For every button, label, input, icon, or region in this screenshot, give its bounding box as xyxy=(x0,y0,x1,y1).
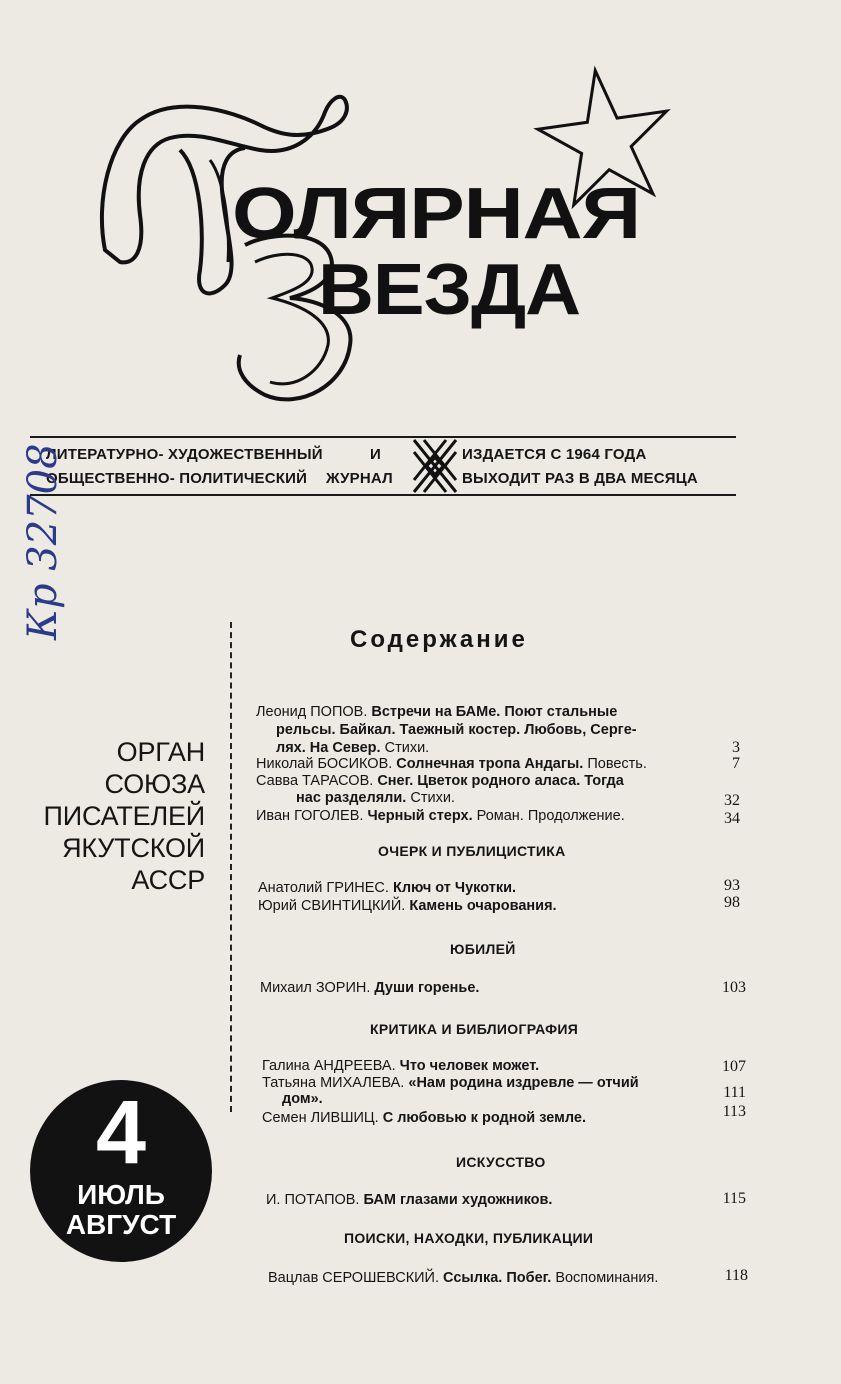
library-stamp: Кр 32708 xyxy=(20,443,66,640)
toc-title: «Нам родина издревле — отчий xyxy=(408,1075,639,1091)
toc-page: 103 xyxy=(722,979,746,996)
toc-title: Встречи на БАМе. Поют стальные xyxy=(371,704,618,720)
toc-author: Николай БОСИКОВ. xyxy=(256,756,393,772)
column-divider xyxy=(230,622,232,1112)
section-heading: ИСКУССТВО xyxy=(456,1154,546,1170)
toc-title: нас разделяли. xyxy=(296,790,407,806)
section-heading: ОЧЕРК И ПУБЛИЦИСТИКА xyxy=(378,843,566,859)
organ-line: СОЮЗА xyxy=(104,769,205,799)
toc-page: 107 xyxy=(722,1058,746,1075)
toc-author: Леонид ПОПОВ. xyxy=(256,704,368,720)
toc-author: Савва ТАРАСОВ. xyxy=(256,773,374,789)
toc-entry xyxy=(258,880,516,897)
toc-entry xyxy=(266,1192,552,1209)
toc-genre: Повесть. xyxy=(587,756,647,772)
toc-entry xyxy=(260,980,479,997)
toc-page: 118 xyxy=(724,1267,748,1284)
toc-page: 113 xyxy=(722,1103,746,1120)
toc-page: 111 xyxy=(723,1084,746,1101)
toc-entry xyxy=(262,1110,586,1127)
toc-title-continued: рельсы. Байкал. Таежный костер. Любовь, Серге- xyxy=(276,722,637,738)
organ-line: ОРГАН xyxy=(116,737,205,767)
toc-title: Души горенье. xyxy=(374,980,480,996)
toc-page: 34 xyxy=(724,810,740,827)
toc-entry-line2 xyxy=(296,790,455,807)
toc-author: И. ПОТАПОВ. xyxy=(266,1192,360,1208)
band-left-line1: ЛИТЕРАТУРНО- ХУДОЖЕСТВЕННЫЙ xyxy=(46,446,323,463)
issue-month-2: АВГУСТ xyxy=(65,1209,177,1240)
toc-title-continued: дом». xyxy=(282,1091,323,1107)
toc-author: Семен ЛИВШИЦ. xyxy=(262,1110,379,1126)
band-top-rule xyxy=(30,436,736,438)
toc-entry xyxy=(256,808,625,825)
toc-page: 93 xyxy=(724,877,740,894)
issue-number: 4 xyxy=(95,1083,147,1183)
magazine-logo xyxy=(0,0,841,440)
band-right-line2: ВЫХОДИТ РАЗ В ДВА МЕСЯЦА xyxy=(462,470,698,487)
toc-entry xyxy=(268,1270,658,1287)
band-left-journal: ЖУРНАЛ xyxy=(326,470,393,487)
organ-line: АССР xyxy=(131,865,205,895)
toc-author: Татьяна МИХАЛЕВА. xyxy=(262,1075,405,1091)
toc-entry xyxy=(256,756,647,773)
toc-page: 7 xyxy=(732,755,740,772)
band-left-and: И xyxy=(370,446,381,463)
toc-entry xyxy=(256,704,617,721)
toc-author: Вацлав СЕРОШЕВСКИЙ. xyxy=(268,1270,440,1286)
toc-author: Иван ГОГОЛЕВ. xyxy=(256,808,364,824)
toc-entry xyxy=(258,898,557,915)
band-left-line2: ОБЩЕСТВЕННО- ПОЛИТИЧЕСКИЙ xyxy=(46,470,308,487)
toc-title: Что человек может. xyxy=(399,1058,540,1074)
band-right-line1: ИЗДАЕТСЯ С 1964 ГОДА xyxy=(462,446,647,463)
toc-author: Галина АНДРЕЕВА. xyxy=(262,1058,396,1074)
toc-title: БАМ глазами художников. xyxy=(363,1192,553,1208)
toc-title: Камень очарования. xyxy=(409,898,557,914)
issue-month-1: ИЮЛЬ xyxy=(77,1179,165,1210)
toc-title: Черный стерх. xyxy=(367,808,473,824)
organ-line: ЯКУТСКОЙ xyxy=(62,833,205,863)
toc-title: Снег. Цветок родного аласа. Тогда xyxy=(377,773,624,789)
section-heading: ЮБИЛЕЙ xyxy=(450,941,516,957)
toc-entry xyxy=(262,1058,539,1075)
ornament-icon xyxy=(412,438,458,494)
toc-entry xyxy=(262,1075,639,1092)
toc-title: лях. На Север. xyxy=(276,740,381,756)
toc-author: Юрий СВИНТИЦКИЙ. xyxy=(258,898,406,914)
toc-title: Солнечная тропа Андагы. xyxy=(396,756,584,772)
band-bottom-rule xyxy=(30,494,736,496)
toc-genre: Роман. Продолжение. xyxy=(476,808,625,824)
section-heading: ПОИСКИ, НАХОДКИ, ПУБЛИКАЦИИ xyxy=(344,1230,594,1246)
toc-author: Михаил ЗОРИН. xyxy=(260,980,371,996)
toc-title: Ключ от Чукотки. xyxy=(392,880,517,896)
masthead-info-band xyxy=(30,436,736,498)
toc-genre: Воспоминания. xyxy=(555,1270,659,1286)
toc-entry-line3 xyxy=(276,740,429,757)
toc-title: Ссылка. Побег. xyxy=(443,1270,552,1286)
section-heading: КРИТИКА И БИБЛИОГРАФИЯ xyxy=(370,1021,579,1037)
logo-title-line2: ВЕЗДА xyxy=(318,250,580,330)
toc-genre: Стихи. xyxy=(384,740,430,756)
toc-title: С любовью к родной земле. xyxy=(382,1110,586,1126)
toc-genre: Стихи. xyxy=(410,790,455,806)
toc-page: 3 xyxy=(732,739,740,756)
toc-author: Анатолий ГРИНЕС. xyxy=(258,880,389,896)
toc-page: 115 xyxy=(722,1190,746,1207)
organ-line: ПИСАТЕЛЕЙ xyxy=(43,801,205,831)
toc-page: 32 xyxy=(724,792,740,809)
logo-title-line1: ОЛЯРНАЯ xyxy=(232,174,640,254)
toc-entry xyxy=(256,773,624,790)
issue-badge xyxy=(30,1080,212,1262)
contents-title: Содержание xyxy=(350,626,528,653)
organ-block xyxy=(20,736,205,896)
toc-page: 98 xyxy=(724,894,740,911)
